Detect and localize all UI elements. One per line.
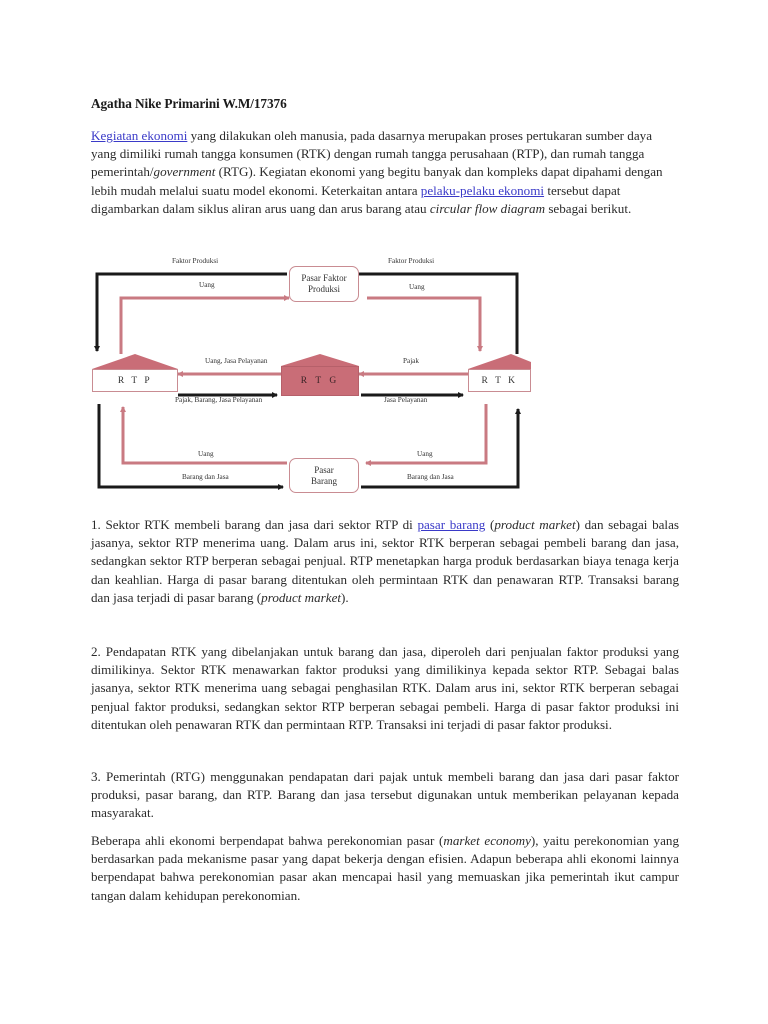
label-pajak: Pajak — [403, 357, 419, 365]
label-uang-top-left: Uang — [199, 281, 215, 289]
rtg-roof — [281, 354, 359, 366]
node-factor-market: Pasar Faktor Produksi — [289, 266, 359, 302]
intro-paragraph: Kegiatan ekonomi yang dilakukan oleh manusia, pada dasarnya merupakan proses pertukaran sumber daya yang dimiliki rumah tangga konsumen (RTK) dengan rumah tangga perusahaan (RTP), dan rumah tangga pemerintah/government (RTG). Kegiatan ekonomi yang begitu banyak dan kompleks dapat dipahami dengan lebih mudah melalui suatu model ekonomi. Keterkaitan antara pelaku-pelaku ekonomi tersebut dapat digambarkan dalam siklus aliran arus uang dan arus barang atau circular flow diagram sebagai berikut. — [91, 128, 663, 216]
author-heading: Agatha Nike Primarini W.M/17376 — [91, 96, 287, 111]
label-jasa-pelayanan: Jasa Pelayanan — [384, 396, 428, 404]
point-1-paragraph: 1. Sektor RTK membeli barang dan jasa dari sektor RTP di pasar barang (product market) dan sebagai balas jasanya, sektor RTP menerima uang. Dalam arus ini, sektor RTK berperan sebagai pembeli barang dan jasa, sedangkan sektor RTP berperan sebagai penjual. RTP menetapkan harga produk berdasarkan biaya tenaga kerja dan keahlian. Harga di pasar barang ditentukan oleh permintaan RTK dan penawaran RTP. Transaksi barang dan jasa terjadi di pasar barang (product market). — [91, 517, 679, 605]
rtp-roof — [92, 354, 178, 369]
label-barang-jasa-left: Barang dan Jasa — [182, 473, 229, 481]
node-rtp: R T P — [92, 369, 178, 392]
label-uang-bottom-right: Uang — [417, 450, 433, 458]
closing-paragraph: Beberapa ahli ekonomi berpendapat bahwa perekonomian pasar (market economy), yaitu perekonomian yang berdasarkan pada mekanisme pasar yang dapat bekerja dengan efisien. Adapun beberapa ahli ekonomi lainnya berpendapat bahwa perekonomian pasar akan mencapai hasil yang memuaskan jika pemerintah ikut campur tangan dalam kehidupan perekonomian. — [91, 833, 679, 903]
node-goods-market: Pasar Barang — [289, 458, 359, 493]
node-rtg: R T G — [281, 366, 359, 396]
label-faktor-produksi-left: Faktor Produksi — [172, 257, 219, 265]
node-rtk: R T K — [468, 369, 531, 392]
link-kegiatan-ekonomi[interactable]: Kegiatan ekonomi — [91, 128, 188, 143]
label-uang-top-right: Uang — [409, 283, 425, 291]
label-barang-jasa-right: Barang dan Jasa — [407, 473, 454, 481]
circular-flow-diagram — [91, 254, 531, 494]
point-2-paragraph: 2. Pendapatan RTK yang dibelanjakan untuk barang dan jasa, diperoleh dari penjualan faktor produksi yang dimilikinya. Sektor RTK menawarkan faktor produksi yang dimilikinya kepada sektor RTP. Sebagai balas jasanya, sektor RTK menerima uang sebagai penghasilan RTK. Dalam arus ini, sektor RTK berperan sebagai penjual faktor produksi, sedangkan sektor RTP berperan sebagai pembeli. Harga di pasar faktor produksi ini ditentukan oleh penawaran RTK dan permintaan RTP. Transaksi ini terjadi di pasar faktor produksi. — [91, 644, 679, 732]
label-uang-jasa-pelayanan: Uang, Jasa Pelayanan — [205, 357, 268, 365]
label-pajak-barang-jasa: Pajak, Barang, Jasa Pelayanan — [175, 396, 263, 404]
rtk-roof — [468, 354, 531, 369]
link-pelaku-ekonomi[interactable]: pelaku-pelaku ekonomi — [420, 182, 545, 198]
link-pasar-barang[interactable]: pasar barang — [417, 517, 486, 532]
point-3-paragraph: 3. Pemerintah (RTG) menggunakan pendapatan dari pajak untuk membeli barang dan jasa dari pasar faktor produksi, pasar barang, dan RTP. Barang dan jasa tersebut digunakan untuk memberikan pelayanan kepada masyarakat. — [91, 769, 679, 821]
label-uang-bottom-left: Uang — [198, 450, 214, 458]
label-faktor-produksi-right: Faktor Produksi — [388, 257, 435, 265]
